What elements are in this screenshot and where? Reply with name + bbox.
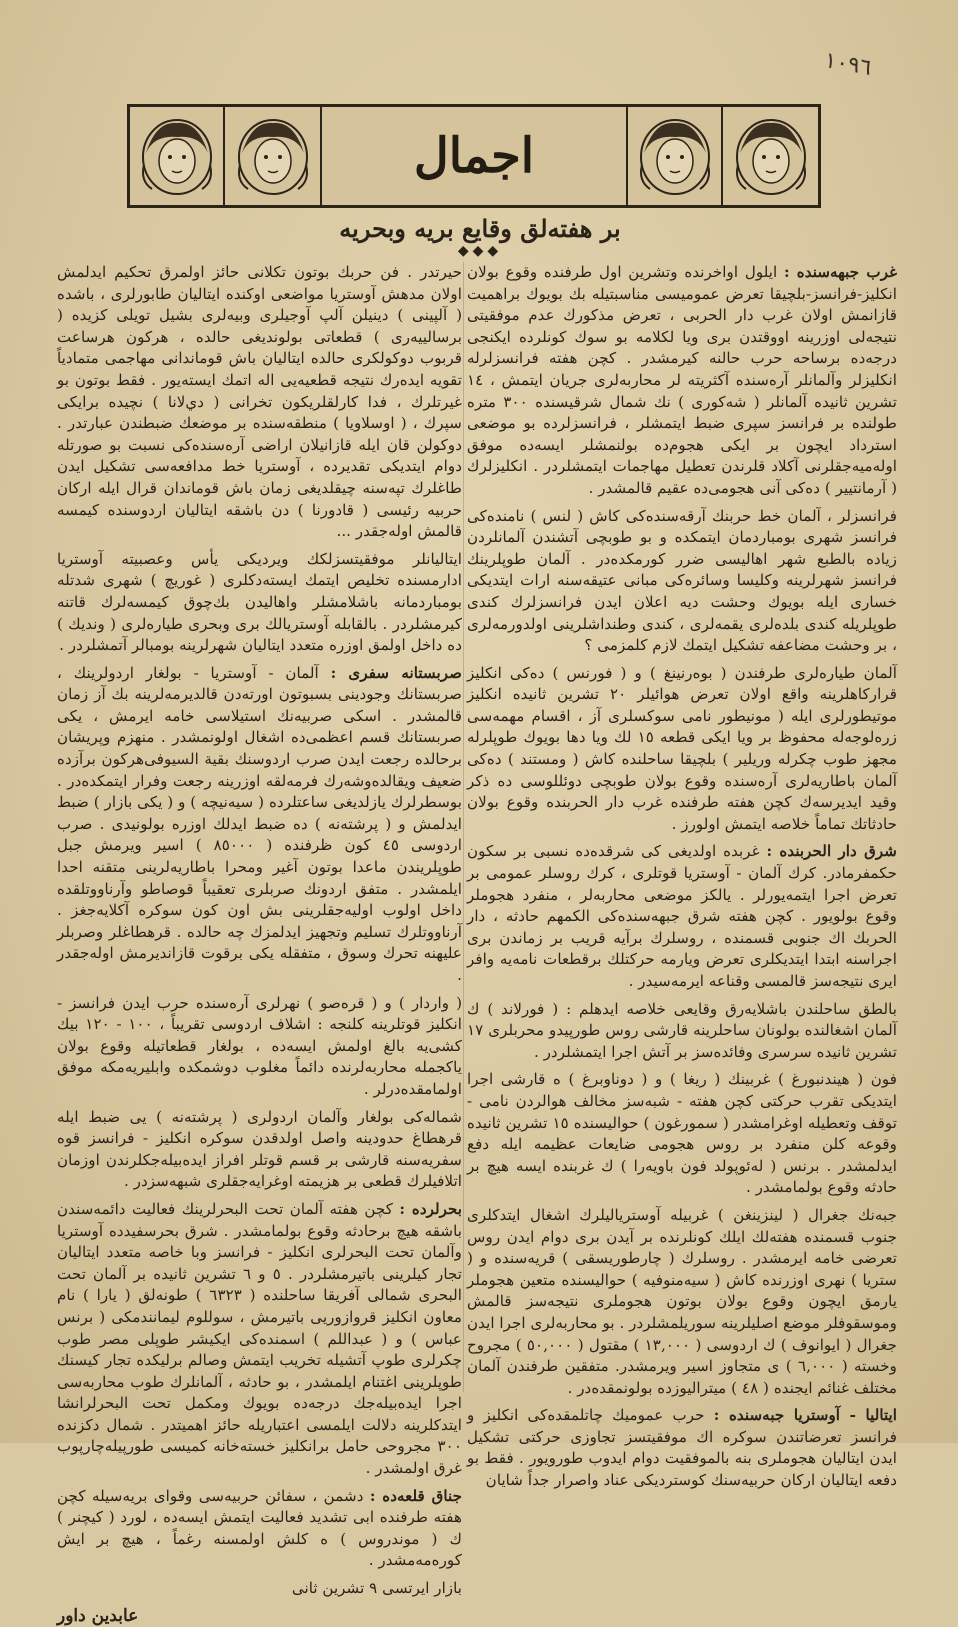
art-nouveau-face-icon [138, 115, 216, 197]
paragraph [467, 663, 897, 836]
paragraph-text: غربده اولديغی كی شرقده‌ده نسبی بر سكون حكمفرمادر. كرك آلمان - آوستريا قوتلری ، كرك روسلر عمومی بر تعرض اجرا ايتمه‌يورلر . يالكز موضعی محاربه‌لر ، منفرد هجوملر وقوع بولويور . كچن هفته شرق جبهه‌سنده‌كی الكمهم حادثه ، دار الحربك اك جنوبی قسمنده ، روسلرك برآيه قريب بر زماندن بری اجراسنه ابتدا ايتديكلری تعرض ويارمه حركتلك برقطعات نامه‌يه وافر ايری نتيجه‌سز قالمسی وقناعه ايرمه‌سيدر . [467, 842, 897, 990]
dateline [57, 1578, 462, 1600]
paragraph-text: كچن هفته آلمان تحت البحرلرينك فعاليت دائمه‌سندن باشقه هيچ برحادثه وقوع بولمامشدر . شرق بحرسفيدده آوستريا وآلمان تحت البحرلری انكليز - فرانسز وبا خاصه متعدد ايتاليان تجار كيلرينی باتيرمشلردر . ٥ و ٦ تشرين ثانيده بر آلمان تحت البحری شمالی آفريقا ساحلنده ( ٦٣٢٣ ) طونه‌لق ( يارا ) نام معاون انكليز قروازوريی باتيرمش ، سوللوم ليمانندمكی ( برنس عباس ) و ( عبداللم ) اسمنده‌كی ايكيشر طوپلی مصر طوب چكرلری طوپ آتشيله تخريب ايتمش وصالم برليكده تجار كيسنك طوپلرينی اغتنام ايلمشدر ، بو حادثه ، آلمانلرك طوب محاربه‌سی اجرا ايده‌بيله‌جك درجه‌ده بويوك ومكمل تحت البحرلرانشا ايتدكلرينه دلالت ايلمسی اعتباريله حائز اهميتدر . شمال دكزنده ٣٠٠ مجروحی حامل برانكليز خسته‌خانه كميسی طورپيله‌چارپوب غرق اولمشدر . [57, 1199, 462, 1478]
paragraph-heading: غرب جبهه‌سنده : [783, 263, 898, 281]
paragraph-text: آلمان طياره‌لری طرفندن ( بوه‌رنينغ ) و ( فورنس ) ده‌كی انكليز قراركاهلرينه واقع اولان تعرض هوائيلر ٢٠ تشرين ثانيده انكليز موتيطورلری ايله ( مونيطور نامی سوكسلری آز ، اقسام مهمه‌سی زره‌لوجه‌له محفوظ بر ويا ايكی قطعه ١٥ لك ويا دها بويوك طوپلرله مجهز طوب چكرله وريلير ) بلچيقا ساحلنده كاش ( ومستند ) ده‌كی آلمان باطاريه‌لری آره‌سنده وقوع بولان طوبچی دوئللوسی ده ذكر وقيد ايديرسه‌ك كچن هفته طرفنده غرب دار الحربنده وقوع بولان حادثاتك تماماً خلاصه ايتمش اولورز . [467, 663, 897, 833]
column-divider [463, 262, 464, 1392]
paragraph-text: ايلول اواخرنده وتشرين اول طرفنده وقوع بولان انكليز-فرانسز-بلچيقا تعرض عمومیسی مناسبتيله بك بويوك براهميت قازانمش اولان غرب دار الحربی ، تعرض مذكورك عدم موفقيتی نتيجه‌لی اوزرينه اووقتدن بری ويا لكلامه بو سوك كونلرده ايكنجی درجه‌ده برساحه حرب حالنه كيرمشدر . كچن هفته فرانسزلرله انكليزلر وآلمانلر آره‌سنده آكثريته لر محاربه‌لری جريان ايتمش ، ١٤ تشرين ثانيده آلمانلر ( شه‌كوری ) نك شمال شرقيسنده ٣٠٠ متره طولنده بر فرانسز سپری ضبط ايتمشلر ، فرانسزلرده بو موضعی استرداد ايچون بر ايكی هجوم‌ده بولنمشلر ايسه‌ده موفق اوله‌ميه‌جقلرنی آكلاد قلرندن تعطيل مهاجمات ايتمشلردر . انكليزلرك ( آرمانتيير ) ده‌كی آنی هجومی‌ده عقيم قالمشدر . [467, 263, 897, 497]
paragraph [467, 841, 897, 992]
art-nouveau-face-icon [636, 115, 714, 197]
ornament-face-1 [130, 107, 225, 205]
paragraph-text: حرب عموميك چاتلمقده‌كی انكليز و فرانسز تعرضاتندن سوكره اك موفقيتسز تجاوزی حركتی تشكيل ايدن ايتاليان هجوملری بنه بالموفقيت دوام ايدوب طورويور . فقط بو دفعه ايتاليان اركان حربيه‌سنك كوسترديكی عناد واصرار جداً شايان [467, 1406, 897, 1490]
paragraph [57, 993, 462, 1101]
paragraph [57, 1486, 462, 1572]
paragraph [57, 262, 462, 543]
masthead-banner [127, 104, 821, 208]
paragraph-text: جبه‌نك جغرال ( لينزينغن ) غربيله آوستريالیلرك اشغال ايتدكلری جنوب قسمنده هفته‌لك ايلك كونلرنده بر آيدن بری دوام ايدن روس تعرضی خامه ايرمشدر . روسلرك ( چارطوريسقی ) قريه‌سنده و ( ستريا ) نهری اوزرنده كاش ( سيه‌منوفيه ) حواليسنده متعين هجوملر يارمق ايچون وقوع بولان بوتون هجوملری نتيجه‌سز قالمش وموسقوفلر موضع اصليلرينه سوريلمشلردر . بو محاربه‌لری اجرا ايدن جغرال ( ايوانوف ) ك اردوسی ( ١٣,٠٠٠ ) مقتول ( ٥٠,٠٠٠ ) مجروح وخسته ( ٦,٠٠٠ ) ى متجاوز اسير ويرمشدر. متفقين طرفندن آلمان مختلف غنائم ايجنده ( ٤٨ ) ميتراليوزده بولونمقده‌در . [467, 1205, 897, 1397]
author-signature: عابدين داور [57, 1605, 139, 1626]
paragraph [57, 1107, 462, 1193]
masthead-title: اجمال [413, 128, 535, 184]
dateline-text: بازار ايرتسی ٩ تشرين ثانی [291, 1579, 462, 1598]
paragraph-heading: جناق قلعه‌ده : [369, 1486, 463, 1505]
paragraph-text: شماله‌كی بولغار وآلمان اردولری ( پرشته‌نه ) يی ضبط ايله قرهطاغ حدودينه واصل اولدقدن سوكره انكليز - فرانسز قوه سفريه‌سنه قارشی بر قسم قوتلر افراز ايده‌بيله‌جكلرندن اوزمان اتلافيلرك قطعی بر هزيمته اوغرايه‌جقلری شبهه‌سزدر . [57, 1107, 462, 1191]
paragraph [57, 549, 462, 657]
paragraph-text: آلمان - آوستريا - بولغار اردولرينك ، صربستانك وجودينی بسبوتون اورته‌دن قالديرمه‌لرينه بك آز زمان قالمشدر . اسكی صربيه‌نك استيلاسی خامه ايرمش ، يكی صربستانك قسم اعظمی‌ده اشغال اولونمشدر . منهزم وپريشان برحالده رجعت ايدن صرب اردوسنك بقية السيوفی‌هركون برآزده ضعيف ويقالده‌وشه‌رك فرمه‌لقه اوزرينه رجعت وفرار ايتمكده‌در . بوسطرلرك يازلديغی ساعتلرده ( سيه‌نيچه ) و ( يكی بازار ) ضبط ايدلمش و ( پرشته‌نه ) ده ضبط ايدلك اوزره بولونيدی . صرب اردوسی ٤٥ كون ظرفنده ( ٨٥٠٠٠ ) اسير ويرمش جبل طوپلريندن ماعدا بوتون آغير ومحرا باطاريه‌لرينی متقنه احدا ايلمشدر . متفق اردونك صربلری تعقيباً قوصاطو وآرناووتلقده داخل اولوب اوليه‌جقلرينی بش اون كون سوكره آكلايه‌جغز . آرناووتلرك تسليم وتجهيز ايدلمزك چه حالده . قرهطاغلر وصربلر عليهنه تحرك وسوق ، متفقله يكی برقوت قازانديرمش اوله‌جقدر . [57, 663, 462, 984]
art-nouveau-face-icon [234, 115, 312, 197]
paragraph-text: دشمن ، سفائن حربيه‌سی وقوای بريه‌سيله كچن هفته طرفنده ابی تشديد فعاليت ايتمش ايسه‌ده ، لورد ( كيچنر ) ك ( موندروس ) ه كلش اولمسنه رغماً ، هيچ بر ايش كوره‌مه‌مشدر . [57, 1486, 462, 1570]
paragraph-text: بالطق ساحلندن باشلايه‌رق وقايعی خلاصه ايدهلم : ( فورلاند ) ك آلمان اشغالنده بولونان ساحلرينه قارشی روس طورپيدو محربلری ١٧ تشرين ثانيده سرسری وفائده‌سز بر آتش اجرا ايتمشلردر . [467, 999, 897, 1061]
paragraph-heading: ايتاليا - آوستريا جبه‌سنده : [713, 1406, 898, 1425]
left-column [57, 262, 463, 1626]
paragraph-text: ( واردار ) و ( قره‌صو ) نهرلری آره‌سنده حرب ايدن فرانسز - انكليز قوتلرينه كلنجه : اشلاف اردوسی تقريباً ، ١٠٠ - ١٢٠ بيك كشی‌يه بالغ اولمش ايسه‌ده ، بولغار قطعاتيله وقوع بولان ياكجمله محاربه‌لرنده دائماً مغلوب دوشمكده وابليريه‌مكه موفق اولمامقده‌درلر . [57, 993, 462, 1098]
paragraph-text: حيرتدر . فن حربك بوتون تكلانی حائز اولمرق تحكيم ايدلمش اولان مدهش آوستريا مواضعی اوكنده ايتاليان طابورلری ، باشده ( آلپينی ) دينيلن آلپ آوجيلری وبيه‌لری بشيل تويلی كزيده ( برسالييه‌ری ) قطعاتی بولونديغی حالده ، هركون هرساعت قربوب دوكولكری حالده ايتاليان باش قوماندانی مهاجمی متمادياً تقويه ايده‌رك نتيجه قطعيه‌يی اله اتمك ايسته‌يور . فقط بوتون بو غيرتلرك ، فدا كارلقلريكون تخرانی ( دي‌لانا ) نچيده برايكی سپرك ، ( اوسلاويا ) منطقه‌سنده بر موضعك ضبطندن عبارتدر . دوكولن قان ايله قازانيلان اراضی آره‌سنده‌كی نسبت بو صورتله دوام ايتديكی تقديرده ، آوستريا خط مدافعه‌سی تشكيل ايدن طاغلرك تپه‌سنه چيقلديغی زمان باش قوماندان قرال ايله اركان حربيه رئيسی ( قادورنا ) دن باشقه ايتاليان اردوسنده كيمسه قالمش اوله‌جقدر ... [57, 263, 462, 541]
title-ornament: ◆◆◆ [457, 243, 503, 259]
paragraph [467, 262, 897, 500]
paragraph [467, 506, 897, 657]
paragraph-heading: بحرلرده : [399, 1199, 463, 1218]
ornament-face-3 [628, 107, 723, 205]
paragraph-heading: شرق دار الحربنده : [766, 842, 897, 861]
paragraph-text: ايتاليانلر موفقيتسزلكك ويرديكی يأس وعصبيته آوستريا ادارمسنده تخليص ايتمك ايسته‌دكلری ( غوريچ ) شهری شدتله بومباردمانه باشلامشلر واهاليدن بك‌چوق كيمسه‌لرك قاتنه كيرمشلردر . بالقابله آوستريالك بری وبحری طياره‌لری ( ونديك ) ده داخل اولمق اوزره متعدد ايتاليان شهرلرينه بومبالر آتمشلردر . [57, 549, 462, 655]
paragraph [57, 663, 462, 987]
art-nouveau-face-icon [732, 115, 810, 197]
right-column [467, 262, 898, 1490]
paragraph-text: فرانسزلر ، آلمان خط حربنك آرقه‌سنده‌كی كاش ( لنس ) نامنده‌كی فرانسز شهری بومباردمان ايتمكده و بو طوبچی آتشندن آلمانلردن زياده بالطبع شهر اهاليسی ضرر كورمكده‌در . آلمان طوپلرينك فرانسز شهرلرينه وكليسا وسائره‌كی مبانی عتيقه‌سنه ارات ايتديكی خساری ايله بويوك وحشت ديه اعلان ايدن فرانسزلرك كندی طوپلريله كندی بلده‌لری يقمه‌لری ، كندی وطنداشلرينی اولدورمه‌لری ، بر وحشت مضاعفه تشكيل ايتمك لازم كلمزمی ؟ [467, 506, 897, 655]
masthead-title-box [320, 107, 628, 205]
page-number: ١٠٩٦ [822, 48, 874, 81]
paragraph [467, 999, 897, 1064]
paragraph-text: فون ( هيندنبورغ ) غربينك ( ريغا ) و ( دوناوبرغ ) ه قارشی اجرا ايتديكی تقرب حركتی كچن هفته - شبه‌سز مخالف هوالردن نامی - توقف وتعطيله اوغرامشدر ( سمورغون ) حواليسنده ١٥ تشرين ثانيده وقوعه كلن منفرد بر روس هجومی ضايعات عظيمه ايله دفع ايدلمشدر . برنس ( له‌ئوپولد فون باويه‌را ) ك غربنده ايسه هيچ بر حادثه وقوع بولمامشدر . [467, 1070, 897, 1197]
paragraph [467, 1405, 897, 1491]
paragraph [467, 1205, 897, 1399]
paragraph-heading: صربستانه سفری : [330, 663, 462, 682]
paragraph [57, 1199, 462, 1480]
ornament-face-4 [723, 107, 818, 205]
paragraph [467, 1069, 897, 1199]
ornament-face-2 [225, 107, 320, 205]
section-title: بر هفته‌لق وقايع بريه وبحريه [339, 214, 621, 243]
